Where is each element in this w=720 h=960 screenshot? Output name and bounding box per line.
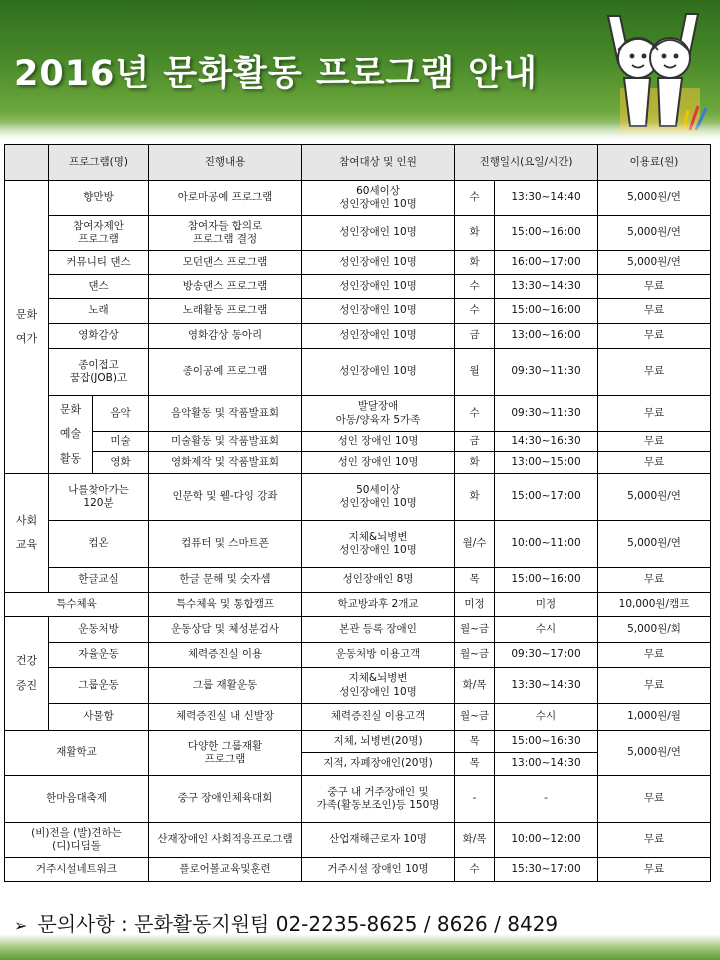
program-content: 산재장애인 사회적응프로그램 [149,823,302,858]
program-fee: 무료 [598,858,711,882]
program-name: 사물함 [49,704,149,731]
program-day: 미정 [455,593,495,617]
table-row [5,668,711,704]
program-day: 화/목 [455,823,495,858]
table-row [5,568,711,593]
program-day: 목 [455,568,495,593]
program-fee: 무료 [598,823,711,858]
program-target: 본관 등록 장애인 [302,617,455,643]
program-fee: 무료 [598,432,711,452]
program-content: 영화제작 및 작품발표회 [149,452,302,474]
program-name: 거주시설네트워크 [5,858,149,882]
program-time: 09:30~17:00 [495,643,598,668]
header-schedule: 진행일시(요일/시간) [455,145,598,181]
program-target: 운동처방 이용고객 [302,643,455,668]
program-target: 성인장애인 10명 [302,251,455,275]
table-row [5,858,711,882]
table-row [5,704,711,731]
program-time: 수시 [495,617,598,643]
program-name: 자율운동 [49,643,149,668]
program-time: 13:00~14:30 [495,753,598,776]
table-row [5,181,711,216]
program-day: 목 [455,753,495,776]
program-target: 성인장애인 8명 [302,568,455,593]
program-content: 한글 문해 및 숫자셈 [149,568,302,593]
contact-info [14,908,558,937]
program-time: 16:00~17:00 [495,251,598,275]
program-name: 미술 [93,432,149,452]
program-day: 화 [455,251,495,275]
table-row [5,251,711,275]
table-row [5,593,711,617]
program-content: 모던댄스 프로그램 [149,251,302,275]
program-table [4,144,711,882]
program-name: 음악 [93,396,149,432]
program-name: 노래 [49,299,149,324]
program-target: 지적, 자폐장애인(20명) [302,753,455,776]
program-target: 성인장애인 10명 [302,216,455,251]
program-target: 거주시설 장애인 10명 [302,858,455,882]
table-row [5,275,711,299]
table-header-row [5,145,711,181]
program-fee: 5,000원/연 [598,216,711,251]
table-row [5,432,711,452]
table-row [5,324,711,349]
program-fee: 5,000원/연 [598,521,711,568]
program-time: 15:00~16:00 [495,216,598,251]
program-name: 그룹운동 [49,668,149,704]
program-fee: 5,000원/연 [598,251,711,275]
program-name: 한글교실 [49,568,149,593]
program-fee: 무료 [598,396,711,432]
program-target: 성인장애인 10명 [302,275,455,299]
program-time: 13:00~15:00 [495,452,598,474]
program-name: 영화 [93,452,149,474]
program-time: 15:00~16:00 [495,299,598,324]
header-target: 참여대상 및 인원 [302,145,455,181]
program-time: 14:30~16:30 [495,432,598,452]
program-content: 운동상담 및 체성분검사 [149,617,302,643]
header-blank [5,145,49,181]
header-program: 프로그램(명) [49,145,149,181]
program-time: 15:00~16:00 [495,568,598,593]
program-name: 재활학교 [5,731,149,776]
header-banner [0,0,720,140]
program-content: 아로마공예 프로그램 [149,181,302,216]
program-target: 지체&뇌병변 성인장애인 10명 [302,668,455,704]
program-time: 13:30~14:30 [495,668,598,704]
program-content: 인문학 및 웰-다잉 강좌 [149,474,302,521]
program-fee: 무료 [598,568,711,593]
program-content: 노래활동 프로그램 [149,299,302,324]
program-content: 종이공예 프로그램 [149,349,302,396]
program-day: 화 [455,474,495,521]
program-target: 발달장애 아동/양육자 5가족 [302,396,455,432]
program-day: 월~금 [455,704,495,731]
program-name: 운동처방 [49,617,149,643]
program-target: 체력증진실 이용고객 [302,704,455,731]
program-time: 15:00~17:00 [495,474,598,521]
program-target: 성인장애인 10명 [302,324,455,349]
page-title: 2016년 문화활동 프로그램 안내 [14,54,538,94]
program-content: 방송댄스 프로그램 [149,275,302,299]
program-time: 15:00~16:30 [495,731,598,753]
program-time: 13:00~16:00 [495,324,598,349]
program-name: 종이접고 꿈잡(JOB)고 [49,349,149,396]
table-row [5,617,711,643]
program-content: 영화감상 동아리 [149,324,302,349]
program-content: 참여자들 합의로 프로그램 결정 [149,216,302,251]
category-social-education: 사회 교육 [5,474,49,593]
program-content: 체력증진실 이용 [149,643,302,668]
program-fee: 무료 [598,643,711,668]
table-row [5,643,711,668]
program-target: 지체, 뇌병변(20명) [302,731,455,753]
program-day: 월/수 [455,521,495,568]
program-target: 산업재해근로자 10명 [302,823,455,858]
table-row [5,452,711,474]
table-row [5,474,711,521]
program-time: 수시 [495,704,598,731]
program-day: 수 [455,858,495,882]
table-row [5,521,711,568]
category-health-promotion: 건강 증진 [5,617,49,731]
program-name: 나를찾아가는 120분 [49,474,149,521]
program-fee: 1,000원/월 [598,704,711,731]
arrow-bullet-icon: ➢ [14,916,28,935]
program-day: 수 [455,181,495,216]
program-day: 수 [455,299,495,324]
table-row [5,299,711,324]
program-content: 특수체육 및 통합캠프 [149,593,302,617]
program-day: 화 [455,452,495,474]
program-name: 한마음대축제 [5,776,149,823]
program-content: 플로어볼교육및훈련 [149,858,302,882]
program-target: 중구 내 거주장애인 및 가족(활동보조인)등 150명 [302,776,455,823]
header-content: 진행내용 [149,145,302,181]
program-content: 체력증진실 내 신발장 [149,704,302,731]
program-name: 참여자제안 프로그램 [49,216,149,251]
children-mascot-illustration [590,8,710,133]
program-fee: 10,000원/캠프 [598,593,711,617]
program-time: 10:00~12:00 [495,823,598,858]
program-day: 월~금 [455,617,495,643]
program-target: 성인 장애인 10명 [302,432,455,452]
table-row [5,823,711,858]
program-day: 수 [455,275,495,299]
program-day: 금 [455,432,495,452]
program-fee: 5,000원/연 [598,181,711,216]
contact-text: 문의사항 : 문화활동지원팀 02-2235-8625 / 8626 / 8429 [37,912,559,936]
program-name: 향만방 [49,181,149,216]
program-content: 중구 장애인체육대회 [149,776,302,823]
program-name: (비)전을 (발)견하는 (디)디딤돌 [5,823,149,858]
program-fee: 5,000원/연 [598,731,711,776]
footer-banner [0,898,720,960]
program-content: 컴퓨터 및 스마트폰 [149,521,302,568]
program-time: 13:30~14:30 [495,275,598,299]
table-row [5,216,711,251]
program-target: 지체&뇌병변 성인장애인 10명 [302,521,455,568]
program-time: 09:30~11:30 [495,396,598,432]
program-day: 화 [455,216,495,251]
program-name: 특수체육 [5,593,149,617]
program-content: 미술활동 및 작품발표회 [149,432,302,452]
program-name: 컴온 [49,521,149,568]
program-time: 미정 [495,593,598,617]
program-fee: 무료 [598,349,711,396]
program-content: 음악활동 및 작품발표회 [149,396,302,432]
program-target: 학교방과후 2개교 [302,593,455,617]
program-content: 그룹 재활운동 [149,668,302,704]
program-day: 월 [455,349,495,396]
program-time: 15:30~17:00 [495,858,598,882]
program-day: 월~금 [455,643,495,668]
program-time: 10:00~11:00 [495,521,598,568]
program-time: - [495,776,598,823]
program-target: 50세이상 성인장애인 10명 [302,474,455,521]
program-fee: 무료 [598,452,711,474]
program-content: 다양한 그룹재활 프로그램 [149,731,302,776]
table-row [5,349,711,396]
category-culture-leisure: 문화 여가 [5,181,49,474]
program-name: 커뮤니티 댄스 [49,251,149,275]
program-fee: 5,000원/회 [598,617,711,643]
program-day: 화/목 [455,668,495,704]
program-day: 수 [455,396,495,432]
program-name: 댄스 [49,275,149,299]
table-row [5,776,711,823]
program-target: 성인 장애인 10명 [302,452,455,474]
table-row [5,396,711,432]
program-target: 성인장애인 10명 [302,299,455,324]
header-fee: 이용료(원) [598,145,711,181]
program-time: 09:30~11:30 [495,349,598,396]
category-arts-activities: 문화 예술 활동 [49,396,93,474]
program-time: 13:30~14:40 [495,181,598,216]
program-day: 금 [455,324,495,349]
program-fee: 무료 [598,668,711,704]
table-row [5,731,711,753]
program-day: - [455,776,495,823]
program-fee: 무료 [598,776,711,823]
program-fee: 무료 [598,299,711,324]
program-fee: 5,000원/연 [598,474,711,521]
program-day: 목 [455,731,495,753]
program-name: 영화감상 [49,324,149,349]
program-target: 60세이상 성인장애인 10명 [302,181,455,216]
program-fee: 무료 [598,275,711,299]
program-fee: 무료 [598,324,711,349]
program-target: 성인장애인 10명 [302,349,455,396]
